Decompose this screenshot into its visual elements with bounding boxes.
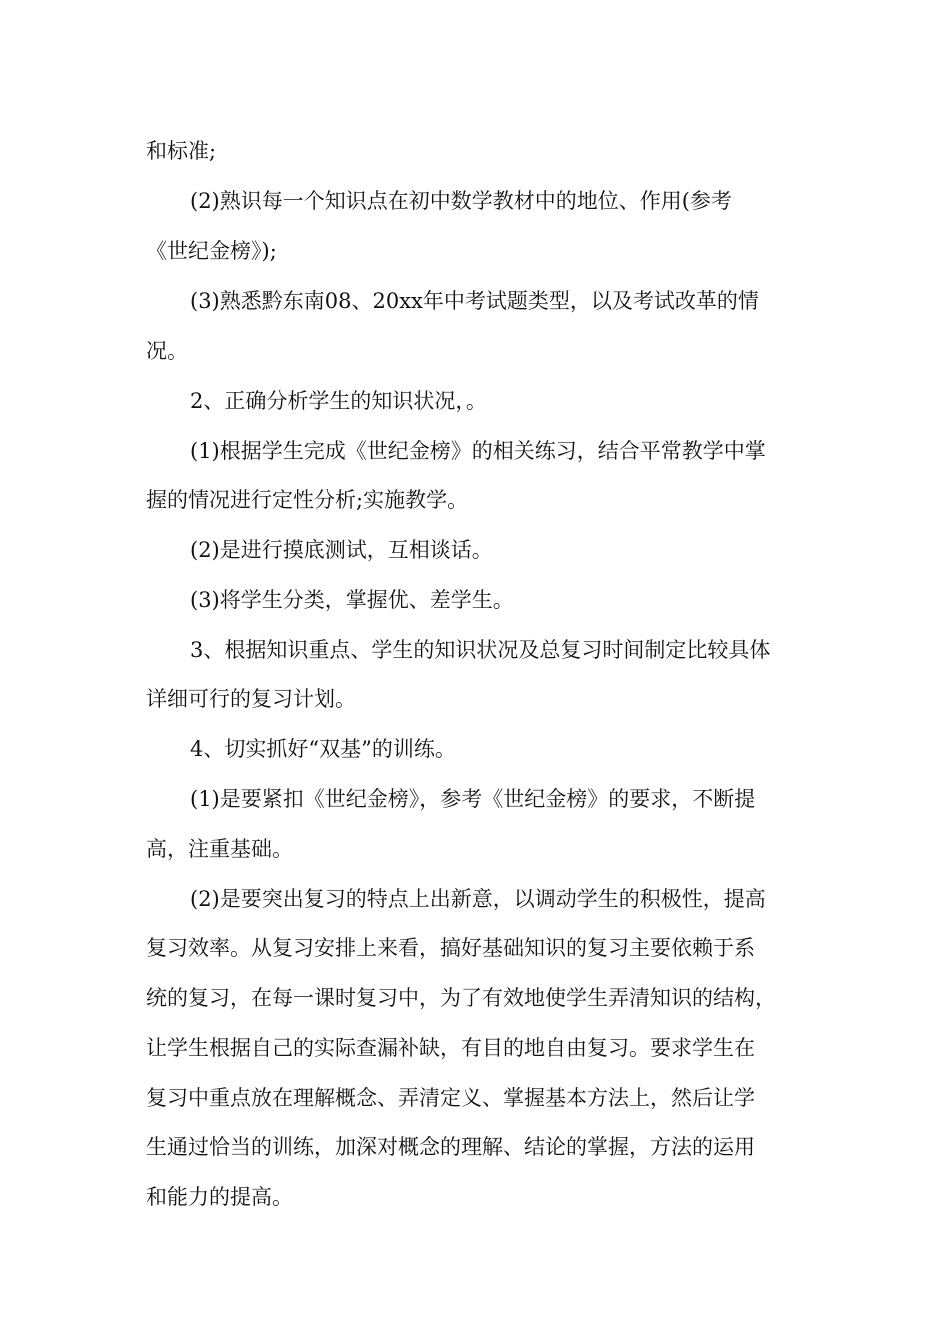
text-line: (2)熟识每一个知识点在初中数学教材中的地位、作用(参考: [190, 189, 732, 213]
text-line: 复习中重点放在理解概念、弄清定义、掌握基本方法上，然后让学: [146, 1086, 755, 1110]
text-line: 让学生根据自己的实际查漏补缺，有目的地自由复习。要求学生在: [146, 1036, 755, 1060]
text-line: 详细可行的复习计划。: [146, 687, 356, 711]
text-line: (1)根据学生完成《世纪金榜》的相关练习，结合平常教学中掌: [190, 439, 766, 463]
text-line: (1)是要紧扣《世纪金榜》，参考《世纪金榜》的要求，不断提: [190, 787, 756, 811]
text-line: (3)将学生分类，掌握优、差学生。: [190, 588, 514, 612]
text-line: 生通过恰当的训练，加深对概念的理解、结论的掌握，方法的运用: [146, 1135, 755, 1159]
text-line: 高，注重基础。: [146, 837, 293, 861]
text-line: 复习效率。从复习安排上来看，搞好基础知识的复习主要依赖于系: [146, 936, 755, 960]
text-line: 2、正确分析学生的知识状况，。: [190, 389, 487, 413]
text-line: 统的复习，在每一课时复习中，为了有效地使学生弄清知识的结构，: [146, 986, 776, 1010]
text-line: 握的情况进行定性分析;实施教学。: [146, 488, 469, 512]
text-line: 和标准;: [146, 139, 217, 163]
text-line: 和能力的提高。: [146, 1185, 293, 1209]
text-line: 况。: [146, 339, 188, 363]
text-line: 4、切实抓好“双基”的训练。: [190, 737, 456, 761]
text-line: (2)是要突出复习的特点上出新意，以调动学生的积极性，提高: [190, 887, 766, 911]
text-line: (3)熟悉黔东南08、20xx年中考试题类型，以及考试改革的情: [190, 289, 759, 313]
text-line: 3、根据知识重点、学生的知识状况及总复习时间制定比较具体: [190, 638, 771, 662]
text-line: (2)是进行摸底测试，互相谈话。: [190, 538, 493, 562]
text-line: 《世纪金榜》);: [146, 239, 277, 263]
